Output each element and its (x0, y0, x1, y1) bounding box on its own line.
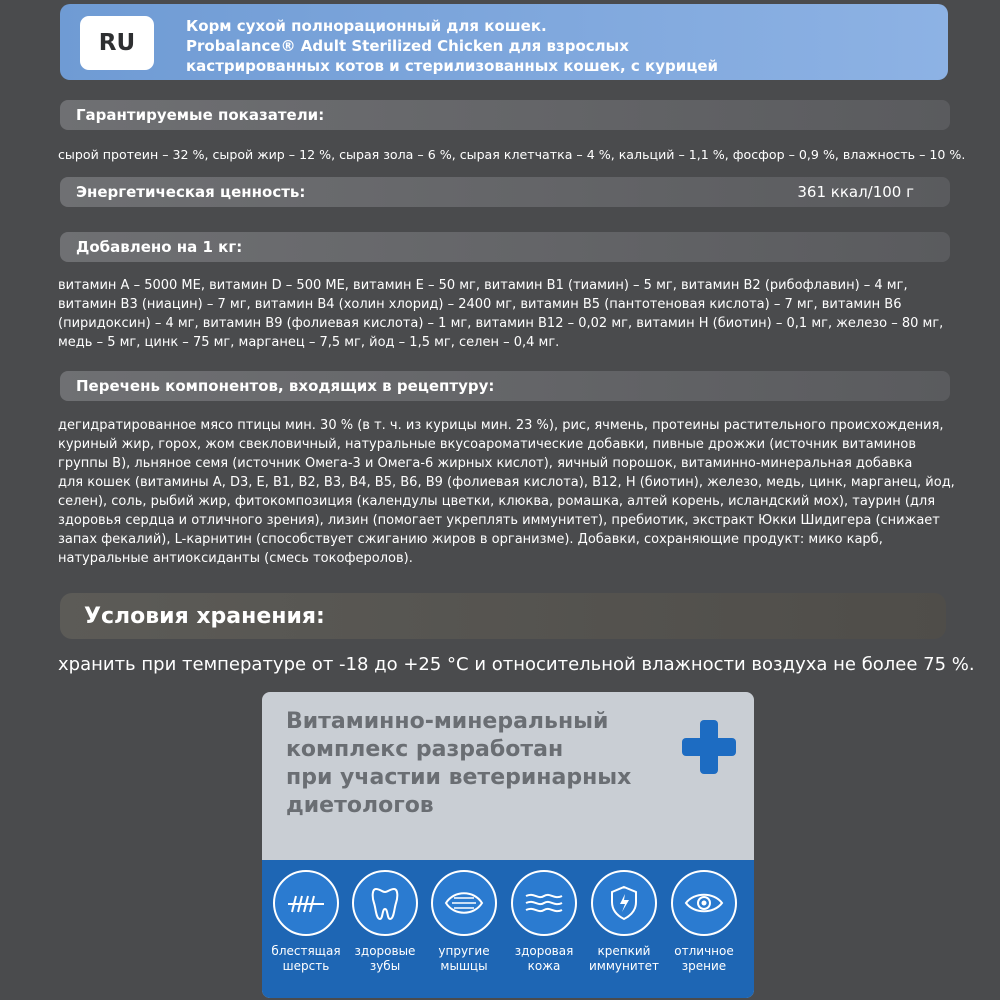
text-line: куриный жир, горох, жом свекловичный, натуральные вкусоароматические добавки, пивные дрожжи (источник витаминов (58, 437, 917, 452)
guaranteed-values-text: сырой протеин – 32 %, сырой жир – 12 %, сырая зола – 6 %, сырая клетчатка – 4 %, кальций – 1,1 %, фосфор – 0,9 %, влажность – 10 %. (58, 147, 966, 162)
benefits-strip (262, 860, 754, 998)
storage-text: хранить при температуре от -18 до +25 °С и относительной влажности воздуха не более 75 %. (58, 654, 975, 675)
benefit-label (347, 944, 423, 974)
additives-section-header (60, 232, 950, 262)
text-line: группы B), льняное семя (источник Омега-3 и Омега-6 жирных кислот), яичный порошок, витаминно-минеральная добавка (58, 456, 913, 471)
benefit-item (586, 870, 662, 974)
benefit-label-line: шерсть (282, 959, 330, 973)
shield-icon (591, 870, 657, 936)
muscle-icon (431, 870, 497, 936)
benefit-label-line: кожа (527, 959, 561, 973)
benefit-label (666, 944, 742, 974)
ingredients-section-header (60, 371, 950, 401)
skin-icon (511, 870, 577, 936)
benefit-label-line: здоровая (514, 944, 574, 958)
text-line: дегидратированное мясо птицы мин. 30 % (в т. ч. из курицы мин. 23 %), рис, ячмень, протеины растительного происхождения, (58, 418, 944, 433)
benefit-label-line: здоровые (354, 944, 416, 958)
benefit-label-line: зубы (369, 959, 401, 973)
additives-text (58, 276, 958, 352)
benefit-label-line: иммунитет (588, 959, 659, 973)
text-line: для кошек (витамины A, D3, E, B1, B2, B3, B4, B5, B6, B9 (фолиевая кислота), B12, H (биотин), железо, медь, цинк, марганец, йод, (58, 475, 955, 490)
benefit-label (586, 944, 662, 974)
section-title: Добавлено на 1 кг: (76, 238, 243, 256)
energy-section-header (60, 177, 950, 207)
card-title-line: диетологов (286, 793, 434, 818)
benefit-item (268, 870, 344, 974)
benefit-item (506, 870, 582, 974)
text-line: натуральные антиоксиданты (смесь токоферолов). (58, 551, 413, 566)
product-title (186, 16, 926, 76)
section-title: Перечень компонентов, входящих в рецептуру: (76, 377, 495, 395)
benefit-label-line: упругие (438, 944, 490, 958)
text-line: медь – 5 мг, цинк – 75 мг, марганец – 7,5 мг, йод – 1,5 мг, селен – 0,4 мг. (58, 335, 560, 350)
product-title-line: Корм сухой полнорационный для кошек. (186, 17, 547, 35)
text-line: селен), соль, рыбий жир, фитокомпозиция (календулы цветки, клюква, ромашка, алтей корень, исландский мох), таурин (для (58, 494, 936, 509)
storage-section-header (60, 593, 946, 639)
text-line: запах фекалий), L-карнитин (способствует сжиганию жиров в организме). Добавки, сохраняющие продукт: мико карб, (58, 532, 883, 547)
benefit-label-line: зрение (681, 959, 727, 973)
benefit-label-line: мышцы (440, 959, 488, 973)
energy-value: 361 ккал/100 г (797, 183, 914, 201)
benefit-label-line: блестящая (271, 944, 341, 958)
benefit-label-line: отличное (674, 944, 734, 958)
product-title-line: кастрированных котов и стерилизованных кошек, с курицей (186, 57, 719, 75)
benefit-item (347, 870, 423, 974)
language-badge: RU (80, 16, 154, 70)
section-title: Условия хранения: (84, 603, 325, 629)
tooth-icon (352, 870, 418, 936)
plus-icon (682, 720, 736, 774)
vitamin-complex-card (262, 692, 754, 998)
benefit-item (426, 870, 502, 974)
text-line: витамин A – 5000 МЕ, витамин D – 500 МЕ, витамин E – 50 мг, витамин B1 (тиамин) – 5 мг, витамин B2 (рибофлавин) – 4 мг, (58, 278, 908, 293)
guaranteed-section-header (60, 100, 950, 130)
text-line: витамин B3 (ниацин) – 7 мг, витамин B4 (холин хлорид) – 2400 мг, витамин B5 (пантотеновая кислота) – 7 мг, витамин B6 (58, 297, 902, 312)
benefit-item (666, 870, 742, 974)
card-title-line: Витаминно-минеральный (286, 709, 609, 734)
benefit-label (506, 944, 582, 974)
product-header (60, 4, 948, 80)
product-title-line: Probalance® Adult Sterilized Chicken для взрослых (186, 37, 629, 55)
ingredients-text (58, 416, 958, 568)
section-title: Энергетическая ценность: (76, 183, 306, 201)
eye-icon (671, 870, 737, 936)
benefit-label (426, 944, 502, 974)
card-title (286, 708, 646, 820)
fur-icon (273, 870, 339, 936)
card-title-line: при участии ветеринарных (286, 765, 632, 790)
benefit-label (268, 944, 344, 974)
benefit-label-line: крепкий (597, 944, 651, 958)
text-line: (пиридоксин) – 4 мг, витамин B9 (фолиевая кислота) – 1 мг, витамин B12 – 0,02 мг, витамин H (биотин) – 0,1 мг, железо – 80 мг, (58, 316, 944, 331)
card-title-line: комплекс разработан (286, 737, 564, 762)
text-line: здоровья сердца и отличного зрения), лизин (помогает укреплять иммунитет), пребиотик, экстракт Юкки Шидигера (снижает (58, 513, 940, 528)
section-title: Гарантируемые показатели: (76, 106, 325, 124)
